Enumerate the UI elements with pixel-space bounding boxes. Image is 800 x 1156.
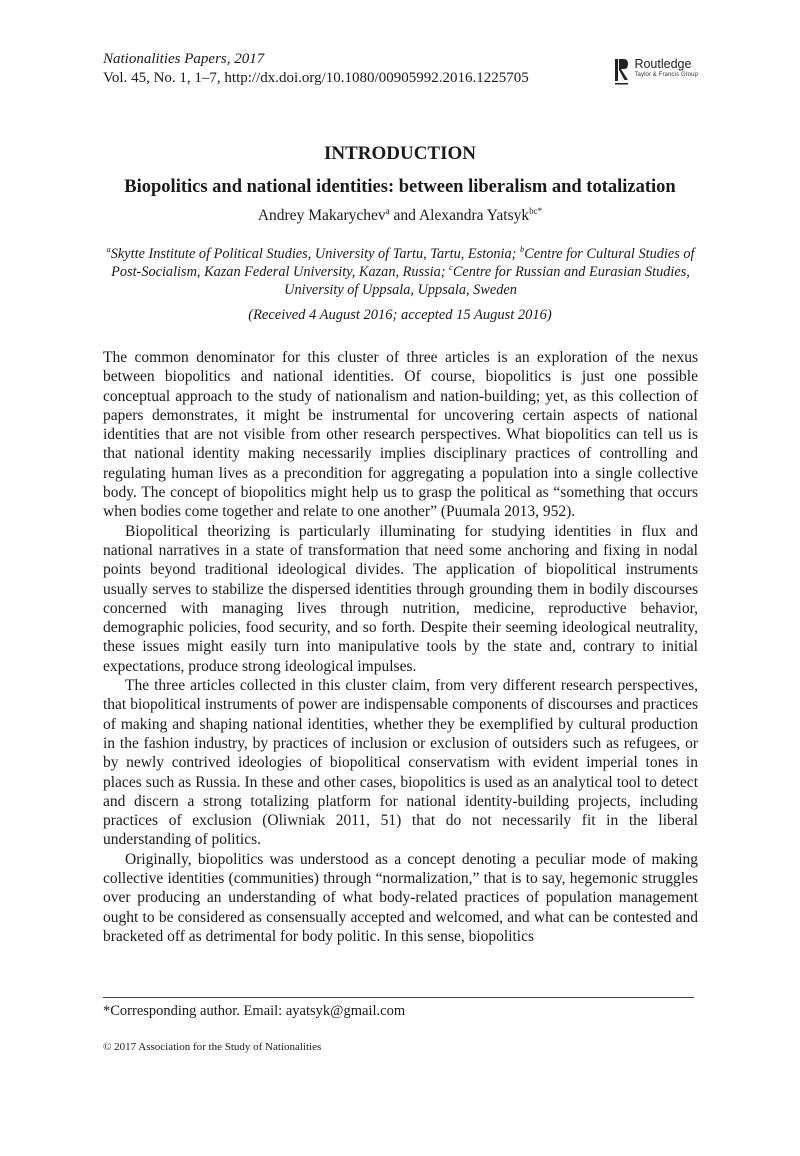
author-name: Andrey Makarychev xyxy=(257,207,386,224)
author-name: Alexandra Yatsyk xyxy=(418,207,530,224)
affiliations xyxy=(103,245,698,299)
affiliation-mark: b xyxy=(519,244,525,255)
section-heading: INTRODUCTION xyxy=(323,143,477,164)
affiliation-a: Skytte Institute of Political Studies, University of Tartu, Tartu, Estonia; xyxy=(110,246,520,262)
article-body xyxy=(103,348,698,946)
author-affiliation-mark: a xyxy=(385,205,390,216)
volume-doi-line: Vol. 45, No. 1, 1–7, http://dx.doi.org/10.1080/00905992.2016.1225705 xyxy=(103,70,529,86)
article-title: Biopolitics and national identities: between liberalism and totalization xyxy=(124,177,676,197)
paragraph: The common denominator for this cluster of three articles is an exploration of the nexus between biopolitics and national identities. Of course, biopolitics is just one possible conceptual approach to the study of nationalism and nation-building; yet, as this collection of papers demonstrates, it might be instrumental for uncovering certain aspects of national identities that are not visible from other research perspectives. What biopolitics can tell us is that national identity making necessarily implies disciplinary practices of controlling and regulating human lives as a precondition for aggregating a population into a single collective body. The concept of biopolitics might help us to grasp the political as “something that occurs when bodies come together and relate to one another” (Puumala 2013, 952). xyxy=(103,349,698,521)
paragraph: Originally, biopolitics was understood as a concept denoting a peculiar mode of making collective identities (communities) through “normalization,” that is to say, hegemonic struggles over producing an understanding of what body-related practices of population management ought to be considered as consensually accepted and welcomed, and what can be contested and bracketed off as detrimental for body politic. In this sense, biopolitics xyxy=(103,850,698,945)
author-line xyxy=(0,206,800,226)
affiliation-mark: a xyxy=(106,244,111,255)
corresponding-author-footnote: *Corresponding author. Email: ayatsyk@gmail.com xyxy=(103,1003,406,1019)
routledge-logo-icon xyxy=(615,58,629,88)
publisher-text xyxy=(634,58,698,80)
affiliation-b: Centre for Cultural Studies of Post-Socialism, Kazan Federal University, Kazan, Russia; xyxy=(111,246,695,280)
received-dates: (Received 4 August 2016; accepted 15 August 2016) xyxy=(248,307,552,323)
paragraph: Biopolitical theorizing is particularly illuminating for studying identities in flux and national narratives in a state of transformation that need some anchoring and fixing in nodal points beyond traditional ideological divides. The application of biopolitical instruments usually serves to stabilize the dispersed identities through grounding them in bodily discourses concerned with managing lives through nutrition, medicine, reproductive behavior, demographic policies, food security, and so forth. Despite their seeming ideological neutrality, these issues might easily turn into manipulative tools by the state and, contrary to initial expectations, produce strong ideological impulses. xyxy=(103,522,698,675)
publisher-name: Routledge xyxy=(634,57,692,71)
copyright-notice: © 2017 Association for the Study of Nationalities xyxy=(103,1041,322,1053)
author-affiliation-mark: bc* xyxy=(529,205,543,216)
footnote-divider xyxy=(103,997,694,998)
publisher-block xyxy=(615,58,698,88)
journal-name: Nationalities Papers, 2017 xyxy=(103,51,265,67)
affiliation-c: Centre for Russian and Eurasian Studies, University of Uppsala, Uppsala, Sweden xyxy=(284,264,690,298)
running-header xyxy=(103,50,698,94)
paragraph: The three articles collected in this cluster claim, from very different research perspectives, that biopolitical instruments of power are indispensable components of discourses and practices of making and shaping national identities, whether they be exemplified by cultural production in the fashion industry, by practices of inclusion or exclusion of outsiders such as refugees, or by newly contrived ideologies of biopolitical conservatism with evident imperial tones in places such as Russia. In these and other cases, biopolitics is used as an analytical tool to detect and discern a strong totalizing platform for national identity-building projects, including practices of exclusion (Oliwniak 2011, 51) that do not necessarily fit in the liberal understanding of politics. xyxy=(103,677,698,849)
publisher-group: Taylor & Francis Group xyxy=(634,72,698,78)
affiliation-mark: c xyxy=(449,262,453,273)
author-conjunction: and xyxy=(389,207,419,224)
